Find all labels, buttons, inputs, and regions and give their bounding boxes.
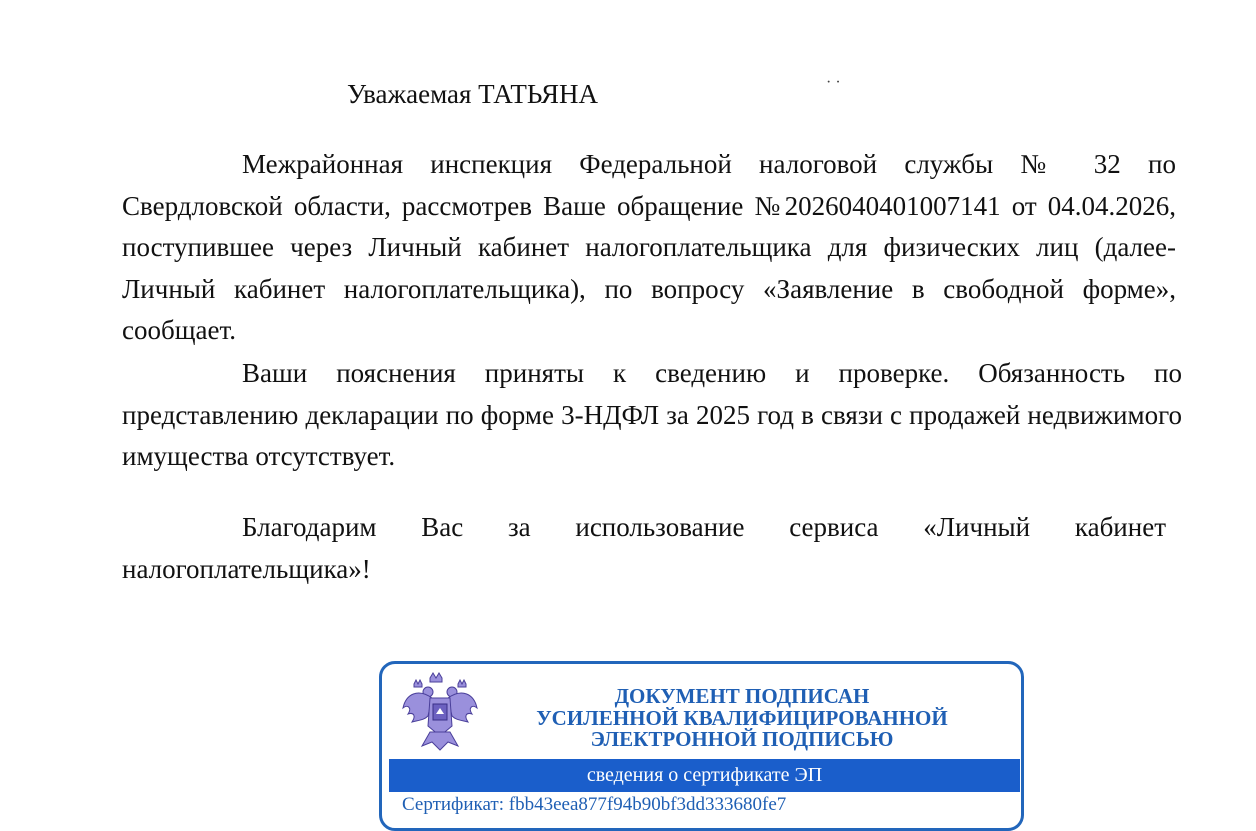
stamp-title-line: УСИЛЕННОЙ КВАЛИФИЦИРОВАННОЙ xyxy=(536,705,948,730)
paragraph-response: Межрайонная инспекция Федеральной налоговой службы № 32 по Свердловской области, рассмотрев Ваше обращение №2026040401007141 от 04.04.2026, поступившее через Личный кабинет налогоплательщика для физических лиц (далее- Личный кабинет налогоплательщика), по вопросу «Заявление в свободной форме», сообщает. xyxy=(122,149,1176,345)
certificate-line: Сертификат: fbb43eea877f94b90bf3dd333680fe7 xyxy=(402,794,787,815)
greeting: Уважаемая ТАТЬЯНА xyxy=(347,79,598,109)
stamp-title xyxy=(512,686,972,751)
paragraph-explanation: Ваши пояснения приняты к сведению и проверке. Обязанность по представлению декларации по форме 3-НДФЛ за 2025 год в связи с продажей недвижимого имущества отсутствует. xyxy=(122,358,1182,471)
stamp-title-line: ЭЛЕКТРОННОЙ ПОДПИСЬЮ xyxy=(590,727,894,751)
certificate-info-bar: сведения о сертификате ЭП xyxy=(389,759,1020,792)
stamp-title-line: ДОКУМЕНТ ПОДПИСАН xyxy=(614,684,870,708)
signature-stamp xyxy=(379,661,1024,831)
paragraph-thanks: Благодарим Вас за использование сервиса «Личный кабинет налогоплательщика»! xyxy=(122,512,1166,584)
russian-coat-of-arms-icon xyxy=(400,670,480,752)
stray-mark: · · xyxy=(826,74,841,91)
